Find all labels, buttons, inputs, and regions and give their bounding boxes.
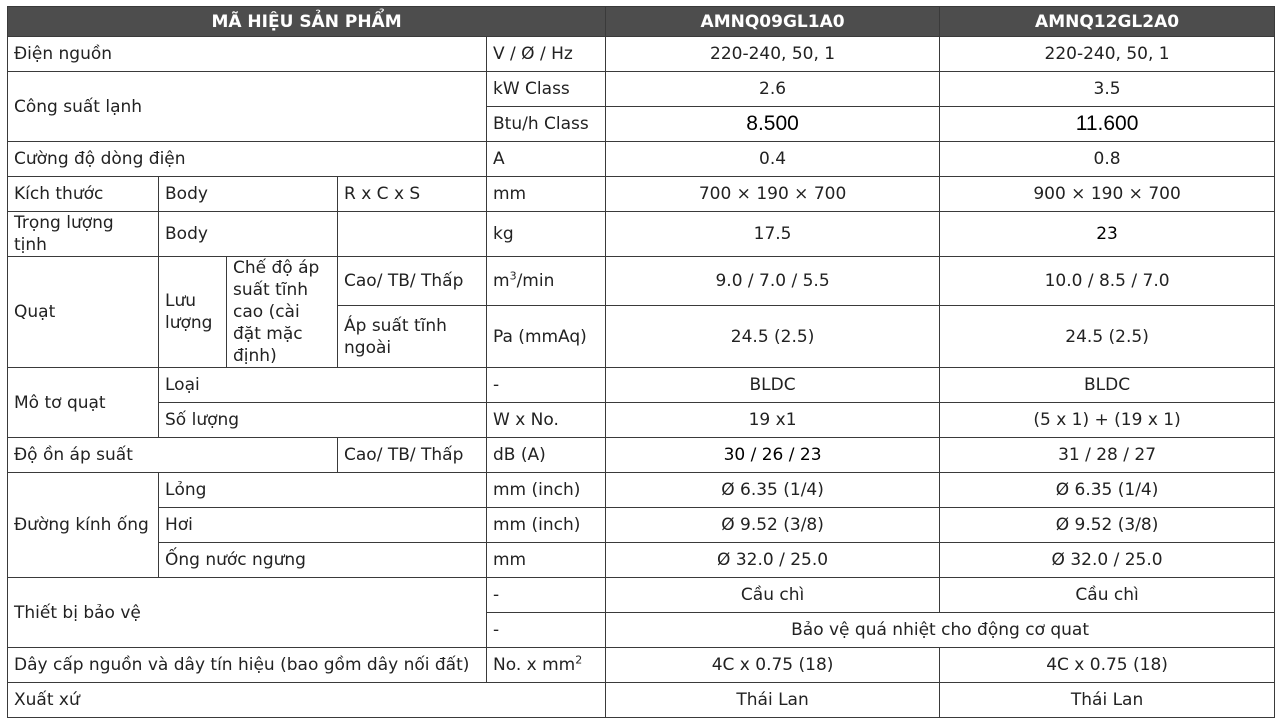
row-cable — [8, 648, 1275, 683]
sound-spec: Cao/ TB/ Thấp — [338, 438, 487, 473]
cooling-kw-unit: kW Class — [487, 72, 606, 107]
row-fan-motor-type — [8, 368, 1275, 403]
row-dimensions — [8, 177, 1275, 212]
model-1-header: AMNQ09GL1A0 — [606, 7, 940, 37]
pipe-liquid-m1: Ø 6.35 (1/4) — [606, 473, 940, 508]
sound-m1: 30 / 26 / 23 — [606, 438, 940, 473]
fan-motor-type-m1: BLDC — [606, 368, 940, 403]
cable-m1: 4C x 0.75 (18) — [606, 648, 940, 683]
fan-mode-label: Chế độ áp suất tĩnh cao (cài đặt mặc định) — [227, 257, 338, 368]
protection-fuse-m2: Cầu chì — [940, 578, 1275, 613]
pipe-gas-unit: mm (inch) — [487, 508, 606, 543]
fan-motor-type-unit: - — [487, 368, 606, 403]
row-sound — [8, 438, 1275, 473]
row-protection-fuse — [8, 578, 1275, 613]
pipe-gas-m1: Ø 9.52 (3/8) — [606, 508, 940, 543]
pipe-label: Đường kính ống — [8, 473, 159, 578]
row-fan-airflow — [8, 257, 1275, 306]
protection-thermal-unit: - — [487, 613, 606, 648]
row-cooling-kw — [8, 72, 1275, 107]
protection-fuse-m1: Cầu chì — [606, 578, 940, 613]
fan-motor-type-sub: Loại — [159, 368, 487, 403]
net-weight-spec — [338, 212, 487, 257]
cable-m2: 4C x 0.75 (18) — [940, 648, 1275, 683]
fan-esp-m1: 24.5 (2.5) — [606, 306, 940, 368]
row-power-supply — [8, 37, 1275, 72]
row-fan-motor-count — [8, 403, 1275, 438]
fan-motor-count-sub: Số lượng — [159, 403, 487, 438]
net-weight-sub: Body — [159, 212, 338, 257]
cooling-btu-m2: 11.600 — [940, 107, 1275, 142]
row-pipe-drain — [8, 543, 1275, 578]
protection-label: Thiết bị bảo vệ — [8, 578, 487, 648]
row-pipe-gas — [8, 508, 1275, 543]
pipe-gas-sub: Hơi — [159, 508, 487, 543]
fan-airflow-m1: 9.0 / 7.0 / 5.5 — [606, 257, 940, 306]
fan-airflow-m2: 10.0 / 8.5 / 7.0 — [940, 257, 1275, 306]
fan-motor-count-m2: (5 x 1) + (19 x 1) — [940, 403, 1275, 438]
dimensions-sub: Body — [159, 177, 338, 212]
cable-label: Dây cấp nguồn và dây tín hiệu (bao gồm dây nối đất) — [8, 648, 487, 683]
fan-esp-m2: 24.5 (2.5) — [940, 306, 1275, 368]
cooling-capacity-label: Công suất lạnh — [8, 72, 487, 142]
header-row — [8, 7, 1275, 37]
dimensions-label: Kích thước — [8, 177, 159, 212]
fan-motor-type-m2: BLDC — [940, 368, 1275, 403]
dimensions-unit: mm — [487, 177, 606, 212]
pipe-drain-unit: mm — [487, 543, 606, 578]
cable-unit-base: No. x mm — [493, 655, 576, 675]
airflow-unit-tail: /min — [516, 271, 555, 292]
fan-esp-unit: Pa (mmAq) — [487, 306, 606, 368]
dimensions-spec: R x C x S — [338, 177, 487, 212]
net-weight-unit: kg — [487, 212, 606, 257]
sound-label: Độ ồn áp suất — [8, 438, 338, 473]
pipe-drain-m1: Ø 32.0 / 25.0 — [606, 543, 940, 578]
cable-unit — [487, 648, 606, 683]
net-weight-label: Trọng lượng tịnh — [8, 212, 159, 257]
airflow-unit-exp: 3 — [509, 269, 517, 283]
power-supply-m2: 220-240, 50, 1 — [940, 37, 1275, 72]
cooling-kw-m2: 3.5 — [940, 72, 1275, 107]
airflow-unit-base: m — [493, 271, 510, 292]
power-supply-unit: V / Ø / Hz — [487, 37, 606, 72]
current-m2: 0.8 — [940, 142, 1275, 177]
origin-m2: Thái Lan — [940, 683, 1275, 718]
dimensions-m1: 700 × 190 × 700 — [606, 177, 940, 212]
fan-airflow-unit — [487, 257, 606, 306]
power-supply-m1: 220-240, 50, 1 — [606, 37, 940, 72]
fan-airflow-spec: Cao/ TB/ Thấp — [338, 257, 487, 306]
sound-unit: dB (A) — [487, 438, 606, 473]
net-weight-m2: 23 — [940, 212, 1275, 257]
row-origin — [8, 683, 1275, 718]
origin-label: Xuất xứ — [8, 683, 606, 718]
power-supply-label: Điện nguồn — [8, 37, 487, 72]
protection-thermal-value: Bảo vệ quá nhiệt cho động cơ quat — [606, 613, 1275, 648]
current-unit: A — [487, 142, 606, 177]
pipe-liquid-sub: Lỏng — [159, 473, 487, 508]
origin-m1: Thái Lan — [606, 683, 940, 718]
cooling-kw-m1: 2.6 — [606, 72, 940, 107]
cooling-btu-unit: Btu/h Class — [487, 107, 606, 142]
dimensions-m2: 900 × 190 × 700 — [940, 177, 1275, 212]
pipe-liquid-unit: mm (inch) — [487, 473, 606, 508]
fan-label: Quạt — [8, 257, 159, 368]
row-net-weight — [8, 212, 1275, 257]
row-current — [8, 142, 1275, 177]
pipe-drain-sub: Ống nước ngưng — [159, 543, 487, 578]
model-2-header: AMNQ12GL2A0 — [940, 7, 1275, 37]
fan-motor-label: Mô tơ quạt — [8, 368, 159, 438]
protection-fuse-unit: - — [487, 578, 606, 613]
pipe-liquid-m2: Ø 6.35 (1/4) — [940, 473, 1275, 508]
current-m1: 0.4 — [606, 142, 940, 177]
fan-motor-count-m1: 19 x1 — [606, 403, 940, 438]
pipe-drain-m2: Ø 32.0 / 25.0 — [940, 543, 1275, 578]
spec-table — [7, 6, 1275, 718]
fan-motor-count-unit: W x No. — [487, 403, 606, 438]
sound-m2: 31 / 28 / 27 — [940, 438, 1275, 473]
row-pipe-liquid — [8, 473, 1275, 508]
current-label: Cường độ dòng điện — [8, 142, 487, 177]
fan-flow-label: Lưu lượng — [159, 257, 227, 368]
pipe-gas-m2: Ø 9.52 (3/8) — [940, 508, 1275, 543]
product-code-header: MÃ HIỆU SẢN PHẨM — [8, 7, 606, 37]
cable-unit-exp: 2 — [575, 653, 583, 667]
fan-esp-spec: Áp suất tĩnh ngoài — [338, 306, 487, 368]
net-weight-m1: 17.5 — [606, 212, 940, 257]
cooling-btu-m1: 8.500 — [606, 107, 940, 142]
